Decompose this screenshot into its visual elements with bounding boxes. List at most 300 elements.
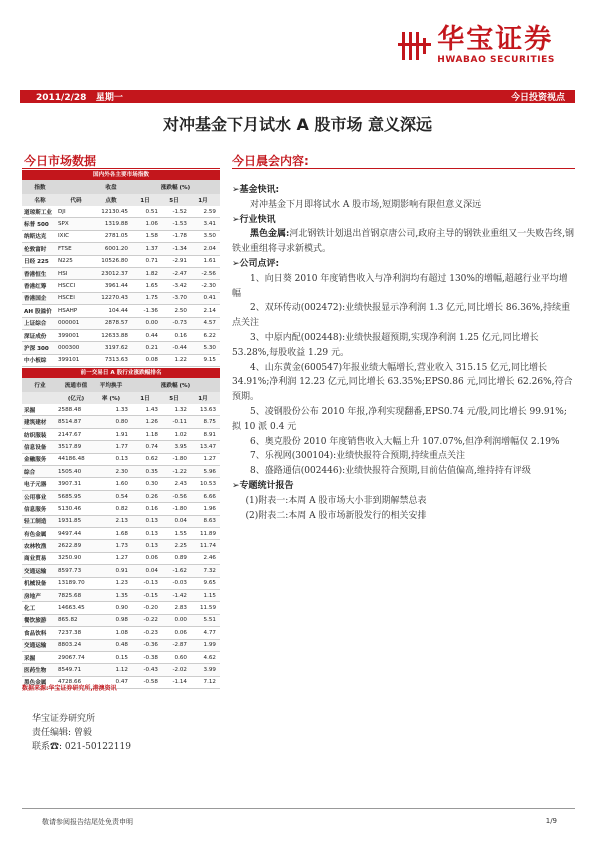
table2-caption: 前一交易日 A 股行业涨跌幅排名 <box>22 368 220 378</box>
table-cell: -1.42 <box>172 592 187 599</box>
page-number: 1/9 <box>545 817 557 825</box>
table-cell: 轻工制造 <box>24 519 47 526</box>
table-cell: 5.30 <box>203 344 216 351</box>
table-cell: -1.14 <box>172 679 187 686</box>
table-cell: 399001 <box>58 332 80 339</box>
table-cell: 3197.62 <box>104 344 128 351</box>
table-row <box>22 491 220 503</box>
table-cell: 黑色金属 <box>24 680 47 687</box>
table-cell: 5130.46 <box>58 505 82 512</box>
table-cell: 3907.31 <box>58 481 82 488</box>
table-cell: -2.87 <box>172 642 187 649</box>
table1-subheader <box>22 194 220 206</box>
table-cell: 1.35 <box>115 592 128 599</box>
table-cell: 1.27 <box>203 456 216 463</box>
logo-mark-icon <box>397 28 433 64</box>
table-cell: 1505.40 <box>58 468 82 475</box>
table-cell: 10.53 <box>199 481 216 488</box>
table-cell: -0.73 <box>172 320 187 327</box>
header-band <box>20 90 575 103</box>
table-cell: 0.13 <box>145 543 158 550</box>
report-title: 对冲基金下月试水 A 股市场 意义深远 <box>162 115 433 134</box>
table-cell: -1.52 <box>172 208 187 215</box>
subheader-cell: 1月 <box>198 396 208 403</box>
table-cell: 23012.37 <box>101 270 128 277</box>
table-cell: 3.99 <box>203 666 216 673</box>
table-cell: -0.44 <box>172 344 187 351</box>
table-cell: 有色金属 <box>24 531 47 538</box>
industry-body: 河北钢铁计划退出首钢京唐公司,政府主导的钢铁业重组又一失败告终,钢铁业重组将寻求新模式。 <box>232 229 575 255</box>
table-cell: 1.91 <box>115 431 128 438</box>
table-cell: -2.47 <box>172 270 187 277</box>
table-cell: HSCEI <box>58 295 75 302</box>
table-cell: HSCCI <box>58 283 76 290</box>
company-comment: 7、乐视网(300104):业绩快报符合预期,持续重点关注 <box>250 451 465 462</box>
table-row <box>22 280 220 292</box>
table-cell: 机械设备 <box>24 581 47 588</box>
table-row <box>22 268 220 280</box>
table-cell: 0.54 <box>115 493 128 500</box>
fund-news-text: 对冲基金下月即将试水 A 股市场,短期影响有限但意义深远 <box>250 199 482 210</box>
table-cell: 2781.05 <box>104 233 128 240</box>
table-cell: 2878.57 <box>104 320 128 327</box>
table-cell: -2.56 <box>201 270 216 277</box>
table-row <box>22 441 220 453</box>
table-cell: 采掘 <box>24 655 36 662</box>
table-cell: 14663.45 <box>58 605 85 612</box>
table-row <box>22 355 220 367</box>
th: 涨跌幅 (%) <box>160 383 191 390</box>
table-cell: 0.82 <box>115 505 128 512</box>
table-cell: 0.16 <box>145 505 158 512</box>
table1-caption: 国内外各主要市场指数 <box>22 170 220 180</box>
subheader-cell: 名称 <box>34 198 46 204</box>
company-comment: 3、中原内配(002448):业绩快报超预期,实现净利润 1.25 亿元,同比增长 53.28%,每股收益 1.29 元。 <box>232 332 539 358</box>
table-cell: 3250.90 <box>58 555 82 562</box>
table-cell: -0.36 <box>143 642 158 649</box>
table-cell: 2.50 <box>174 307 187 314</box>
table-cell: 1.33 <box>115 406 128 413</box>
subheader-cell: 1日 <box>140 396 150 403</box>
table-cell: 0.41 <box>203 295 216 302</box>
table-cell: 2.59 <box>203 208 216 215</box>
heading-industry-news: ➢行业快讯 <box>232 214 276 225</box>
table-cell: 0.16 <box>174 332 187 339</box>
table-cell: 865.82 <box>58 617 78 624</box>
table-cell: 1.12 <box>115 666 128 673</box>
subheader-cell: 5日 <box>169 396 179 403</box>
table-cell: 0.00 <box>145 320 158 327</box>
table-cell: 0.06 <box>174 629 187 636</box>
table-cell: -3.42 <box>172 283 187 290</box>
heading-text: 专题统计报告 <box>239 480 294 491</box>
table-cell: 1319.88 <box>104 221 128 228</box>
table-cell: 1.32 <box>174 406 187 413</box>
table-cell: 0.35 <box>145 468 158 475</box>
footer-rule <box>22 808 575 809</box>
table-cell: 1.18 <box>145 431 158 438</box>
table-cell: 1.55 <box>174 530 187 537</box>
table-cell: 1.68 <box>115 530 128 537</box>
table-cell: 7313.63 <box>104 357 128 364</box>
table-cell: 1.22 <box>174 357 187 364</box>
table-row <box>22 466 220 478</box>
table-cell: 0.71 <box>145 258 158 265</box>
table-row <box>22 590 220 602</box>
logo-en: HWABAO SECURITIES <box>437 55 555 65</box>
section-name: 今日投资视点 <box>510 93 565 103</box>
table-cell: 2.46 <box>203 555 216 562</box>
table-row <box>22 553 220 565</box>
table-cell: 建筑建材 <box>24 420 47 427</box>
table-cell: 香港恒生 <box>24 271 47 278</box>
table-cell: -0.22 <box>143 617 158 624</box>
table-cell: 5685.95 <box>58 493 82 500</box>
table-cell: 000001 <box>58 320 80 327</box>
table-cell: 9.65 <box>203 580 216 587</box>
org-name: 华宝证券研究所 <box>32 714 96 724</box>
table-cell: 8.63 <box>203 518 216 525</box>
table-row <box>22 578 220 590</box>
table-cell: 农林牧渔 <box>24 544 47 551</box>
table2-header <box>22 378 220 392</box>
table-cell: 0.48 <box>115 642 128 649</box>
th: 流通市值 <box>64 383 88 390</box>
table-row <box>22 528 220 540</box>
table-cell: 沪深 300 <box>24 345 49 352</box>
table-row <box>22 540 220 552</box>
table-cell: 0.80 <box>115 419 128 426</box>
table-cell: 1.77 <box>115 443 128 450</box>
table-cell: 信息设备 <box>24 444 47 451</box>
left-section-rule <box>22 168 220 169</box>
table-cell: 0.04 <box>145 567 158 574</box>
table-cell: SPX <box>58 221 69 228</box>
table-cell: 8514.87 <box>58 419 82 426</box>
table1-header <box>22 180 220 194</box>
table-cell: 2622.89 <box>58 543 82 550</box>
table-cell: 2147.67 <box>58 431 82 438</box>
heading-company-comments: ➢公司点评: <box>232 258 280 269</box>
table-cell: 2.14 <box>203 307 216 314</box>
table-cell: 综合 <box>24 469 36 476</box>
table-cell: HSI <box>58 270 68 277</box>
table-cell: 4.77 <box>203 629 216 636</box>
table-row <box>22 454 220 466</box>
table-cell: 10526.80 <box>101 258 128 265</box>
table-cell: 0.62 <box>145 456 158 463</box>
table2-body <box>22 404 220 689</box>
table-cell: 深证成份 <box>24 333 47 340</box>
table-cell: 采掘 <box>24 407 36 414</box>
table-row <box>22 478 220 490</box>
table-cell: 9497.44 <box>58 530 82 537</box>
table-row <box>22 206 220 218</box>
table-cell: -0.13 <box>143 580 158 587</box>
table-cell: -0.03 <box>172 580 187 587</box>
table-cell: 6.66 <box>203 493 216 500</box>
report-item: (2)附表二:本周 A 股市场新股发行的相关安排 <box>245 510 427 521</box>
table-cell: DJI <box>58 208 66 215</box>
table-cell: -3.70 <box>172 295 187 302</box>
table-cell: 1.15 <box>203 592 216 599</box>
table-cell: 信息服务 <box>24 506 47 513</box>
table-cell: 0.13 <box>145 518 158 525</box>
market-data-tables <box>22 170 220 689</box>
table-row <box>22 293 220 305</box>
subheader-cell: (亿元) <box>67 396 85 403</box>
table-row <box>22 627 220 639</box>
table-cell: 伦敦富时 <box>24 246 47 253</box>
table1-body <box>22 206 220 367</box>
table-cell: 11.59 <box>199 605 216 612</box>
table-cell: -2.30 <box>201 283 216 290</box>
table-row <box>22 243 220 255</box>
table-cell: 4728.66 <box>58 679 82 686</box>
table-cell: 香港国企 <box>24 296 47 303</box>
table-cell: -0.23 <box>143 629 158 636</box>
table-row <box>22 218 220 230</box>
table-cell: 7825.68 <box>58 592 82 599</box>
table-row <box>22 640 220 652</box>
data-source: 数据来源:华宝证券研究所,港澳资讯 <box>22 685 117 692</box>
table-row <box>22 664 220 676</box>
table-cell: 道琼斯工业 <box>24 209 52 216</box>
company-comment: 2、双环传动(002472):业绩快报显示净利润 1.3 亿元,同比增长 86.36%,持续重点关注 <box>232 303 571 329</box>
table-cell: -1.80 <box>172 505 187 512</box>
table2-subheader <box>22 392 220 404</box>
table-cell: 9.15 <box>203 357 216 364</box>
table-cell: -1.62 <box>172 567 187 574</box>
table-cell: 2588.48 <box>58 406 82 413</box>
th: 收盘 <box>105 185 117 191</box>
table-cell: 1.43 <box>145 406 158 413</box>
report-date <box>36 90 123 103</box>
table-cell: 8.75 <box>203 419 216 426</box>
table-cell: -0.38 <box>143 654 158 661</box>
heading-fund-news: ➢基金快讯: <box>232 185 280 195</box>
table-row <box>22 342 220 354</box>
company-logo <box>397 26 555 65</box>
table-cell: 5.96 <box>203 468 216 475</box>
table-cell: 3517.89 <box>58 443 82 450</box>
heading-text: 公司点评: <box>239 258 280 269</box>
table-cell: 0.04 <box>174 518 187 525</box>
heading-text: 基金快讯: <box>239 185 280 195</box>
table-cell: 0.08 <box>145 357 158 364</box>
industry-label: 黑色金属: <box>250 229 290 240</box>
table-cell: HSAHP <box>58 307 78 314</box>
table-cell: 化工 <box>24 606 36 613</box>
table-cell: 1.27 <box>115 555 128 562</box>
editor: 责任编辑: 曾毅 <box>32 728 92 738</box>
table-row <box>22 615 220 627</box>
table-cell: 电子元器 <box>24 482 47 489</box>
table-cell: 0.91 <box>115 567 128 574</box>
phone: 联系☎: 021-50122119 <box>32 742 131 752</box>
table-cell: 13189.70 <box>58 580 85 587</box>
table-cell: 医药生物 <box>24 667 47 674</box>
table-cell: 2.30 <box>115 468 128 475</box>
subheader-cell: 5日 <box>169 198 179 204</box>
table-cell: -2.91 <box>172 258 187 265</box>
table-cell: 中小板综 <box>24 358 47 365</box>
subheader-cell: 率 (%) <box>101 396 121 403</box>
company-comment: 1、向日葵 2010 年度销售收入与净利润均有超过 130%的增幅,超越行业平均增幅 <box>232 273 568 299</box>
table-cell: 餐饮旅游 <box>24 618 47 625</box>
table-cell: -2.02 <box>172 666 187 673</box>
table-cell: 3.41 <box>203 221 216 228</box>
th: 行业 <box>34 383 46 390</box>
table-row <box>22 503 220 515</box>
table-cell: AH 股溢价 <box>24 308 52 315</box>
table-cell: 44186.48 <box>58 456 85 463</box>
table-cell: 纺织服装 <box>24 432 47 439</box>
table-cell: -0.58 <box>143 679 158 686</box>
table-cell: 12130.45 <box>101 208 128 215</box>
table-cell: 29067.74 <box>58 654 85 661</box>
table-cell: 1.02 <box>174 431 187 438</box>
table-cell: 104.44 <box>108 307 128 314</box>
table-row <box>22 652 220 664</box>
subheader-cell: 1日 <box>140 198 150 204</box>
table-row <box>22 602 220 614</box>
table-cell: 0.98 <box>115 617 128 624</box>
table-row <box>22 231 220 243</box>
table-cell: 1.99 <box>203 642 216 649</box>
table-cell: 2.83 <box>174 605 187 612</box>
table-cell: 2.04 <box>203 245 216 252</box>
company-comment: 8、盛路通信(002446):业绩快报符合预期,目前估值偏高,维持持有评级 <box>250 466 531 477</box>
table-cell: 12270.43 <box>101 295 128 302</box>
table-cell: 3.50 <box>203 233 216 240</box>
table-cell: 8.91 <box>203 431 216 438</box>
table-cell: 3.95 <box>174 443 187 450</box>
weekday-text: 星期一 <box>95 93 123 103</box>
table-cell: 1.73 <box>115 543 128 550</box>
table-row <box>22 429 220 441</box>
date-text: 2011/2/28 <box>36 93 87 103</box>
table-cell: 13.63 <box>199 406 216 413</box>
table-cell: 8597.73 <box>58 567 82 574</box>
table-cell: 1.06 <box>145 221 158 228</box>
table-cell: 0.15 <box>115 654 128 661</box>
table-row <box>22 416 220 428</box>
table-cell: 1.75 <box>145 295 158 302</box>
table-cell: 1.37 <box>145 245 158 252</box>
logo-cn: 华宝证券 <box>437 24 554 55</box>
table-cell: 6001.20 <box>104 245 128 252</box>
table-cell: 0.30 <box>145 481 158 488</box>
table-cell: 1931.85 <box>58 518 82 525</box>
table-cell: 11.74 <box>199 543 216 550</box>
subheader-cell: 代码 <box>70 198 82 204</box>
contact-info <box>32 712 131 754</box>
table-cell: 12633.88 <box>101 332 128 339</box>
table-cell: 纳斯达克 <box>24 234 47 241</box>
table-cell: N225 <box>58 258 73 265</box>
table-cell: 0.06 <box>145 555 158 562</box>
right-section-title: 今日晨会内容: <box>232 154 309 168</box>
table-cell: -1.36 <box>143 307 158 314</box>
table-cell: 1.61 <box>203 258 216 265</box>
table-cell: 1.23 <box>115 580 128 587</box>
table-cell: -0.20 <box>143 605 158 612</box>
industry-news-text <box>232 227 575 257</box>
th: 涨跌幅 (%) <box>160 185 191 191</box>
table-cell: 2.43 <box>174 481 187 488</box>
table-cell: 商业贸易 <box>24 556 47 563</box>
table-cell: 7237.38 <box>58 629 82 636</box>
th: 指数 <box>34 185 46 191</box>
company-comment: 6、奥克股份 2010 年度销售收入大幅上升 107.07%,但净利润增幅仅 2.19% <box>250 436 560 447</box>
table-cell: 13.47 <box>199 443 216 450</box>
table-cell: -1.53 <box>172 221 187 228</box>
table-cell: 0.89 <box>174 555 187 562</box>
table-cell: 1.08 <box>115 629 128 636</box>
table-cell: -1.80 <box>172 456 187 463</box>
table-cell: 0.26 <box>145 493 158 500</box>
table-cell: -1.22 <box>172 468 187 475</box>
disclaimer: 敬请参阅报告结尾处免责申明 <box>42 818 133 826</box>
table-row <box>22 305 220 317</box>
table-cell: 8549.71 <box>58 666 82 673</box>
table-cell: 000300 <box>58 344 80 351</box>
table-cell: 11.89 <box>199 530 216 537</box>
table-cell: -1.34 <box>172 245 187 252</box>
left-section-title: 今日市场数据 <box>24 154 97 168</box>
table-cell: 0.90 <box>115 605 128 612</box>
table-cell: 1.96 <box>203 505 216 512</box>
table-cell: 0.13 <box>115 456 128 463</box>
table-cell: 0.47 <box>115 679 128 686</box>
company-comment-list <box>232 272 575 479</box>
table-cell: 399101 <box>58 357 80 364</box>
table-cell: 0.60 <box>174 654 187 661</box>
table-cell: 交通运输 <box>24 568 47 575</box>
table-cell: 香港红筹 <box>24 284 47 291</box>
table-cell: -0.43 <box>143 666 158 673</box>
table-row <box>22 330 220 342</box>
table-row <box>22 404 220 416</box>
table-cell: 1.82 <box>145 270 158 277</box>
morning-meeting-content <box>232 183 575 523</box>
company-comment: 4、山东黄金(600547)年报业绩大幅增长,营业收入 315.15 亿元,同比增长 34.91%;净利润 12.23 亿元,同比增长 63.35%;EPS0.86 元,同比增长 62.26%,符合预期。 <box>232 362 573 403</box>
table-row <box>22 565 220 577</box>
table-cell: FTSE <box>58 245 72 252</box>
th: 平均换手 <box>99 383 123 390</box>
table-cell: -0.11 <box>172 419 187 426</box>
table-cell: 上证综合 <box>24 321 47 328</box>
table-cell: 房地产 <box>24 593 41 600</box>
right-section-rule <box>232 168 575 169</box>
table-cell: 0.13 <box>145 530 158 537</box>
table-cell: 0.00 <box>174 617 187 624</box>
table-cell: 8803.24 <box>58 642 82 649</box>
table-cell: 1.58 <box>145 233 158 240</box>
table-cell: 1.26 <box>145 419 158 426</box>
table-cell: 日经 225 <box>24 259 49 266</box>
table-cell: 标普 500 <box>24 222 49 229</box>
table-cell: 5.51 <box>203 617 216 624</box>
table-cell: 4.62 <box>203 654 216 661</box>
table-cell: 1.65 <box>145 283 158 290</box>
table-cell: IXIC <box>58 233 70 240</box>
heading-special-reports: ➢专题统计报告 <box>232 480 294 491</box>
table-cell: 0.74 <box>145 443 158 450</box>
table-row <box>22 256 220 268</box>
table-cell: 食品饮料 <box>24 630 47 637</box>
